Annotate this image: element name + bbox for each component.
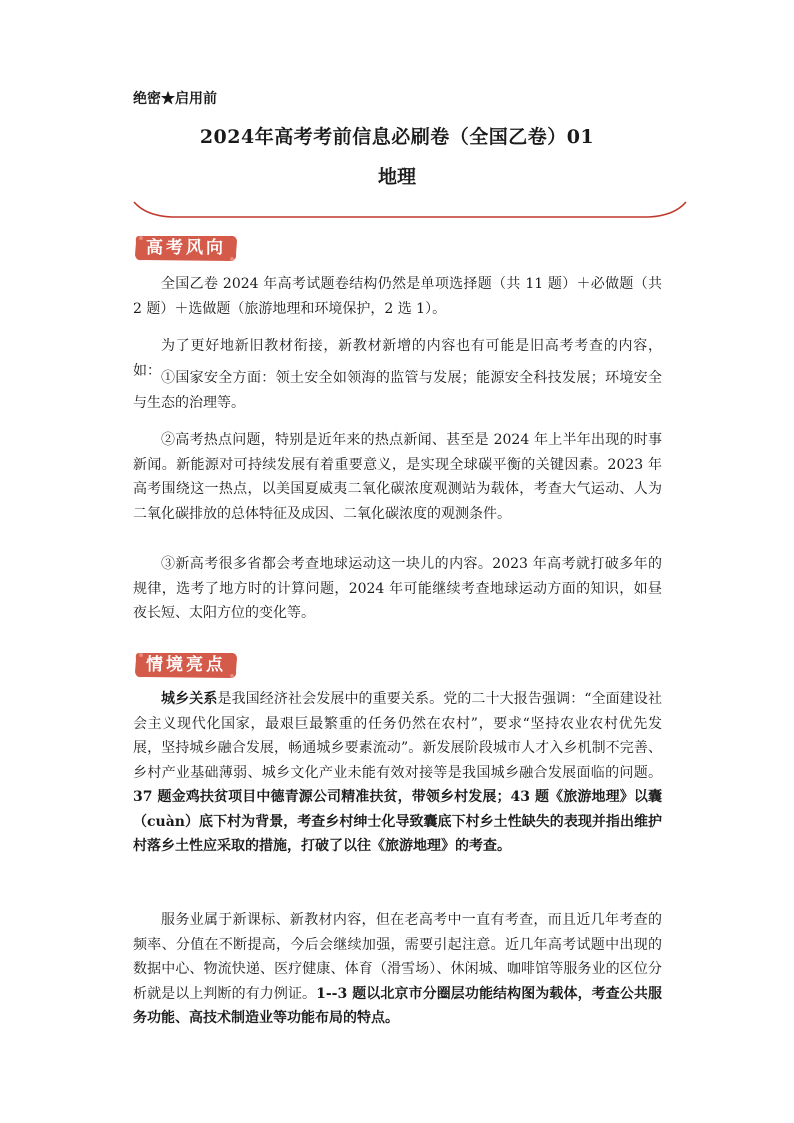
paragraph-text: 服务业属于新课标、新教材内容，但在老高考中一直有考查，而且近几年考查的频率、分值在不断提高，今后会继续加强，需要引起注意。近几年高考试题中出现的数据中心、物流快递、医疗健康、体育（滑雪场）、休闲城、咖啡馆等服务业的区位分析就是以上判断的有力例证。 <box>133 912 662 1002</box>
paragraph-text: 是我国经济社会发展中的重要关系。党的二十大报告强调：“全面建设社会主义现代化国家，最艰巨最繁重的任务仍然在农村”，要求“坚持农业农村优先发展，坚持城乡融合发展，畅通城乡要素流动”。新发展阶段城市人才入乡机制不完善、乡村产业基础薄弱、城乡文化产业未能有效对接等是我国城乡融合发展面临的问题。 <box>133 691 663 781</box>
secret-label: 绝密★启用前 <box>133 91 217 107</box>
paragraph-bold-text: 37 题金鸡扶贫项目中德青源公司精准扶贫，带领乡村发展；43 题《旅游地理》以囊（cuàn）底下村为背景，考查乡村绅士化导致囊底下村乡土性缺失的表现并指出维护村落乡土性应采取的措施，打破了以往《旅游地理》的考查。 <box>133 789 662 854</box>
badge-label: 情境亮点 <box>146 655 226 675</box>
paragraph-bold-text: 1--3 题以北京市分圈层功能结构图为载体，考查公共服务功能、高技术制造业等功能布局的特点。 <box>133 985 662 1026</box>
subject-title: 地理 <box>377 166 416 188</box>
lead-term: 城乡关系 <box>161 691 218 707</box>
paragraph-service <box>133 908 662 1031</box>
paragraph-urban-rural <box>133 687 662 859</box>
curved-divider <box>132 196 688 222</box>
badge-gaokao-fengxiang <box>133 233 239 263</box>
paragraph-transition: 为了更好地新旧教材衔接，新教材新增的内容也有可能是旧高考考查的内容，如： <box>133 338 662 379</box>
paragraph-structure: 全国乙卷 2024 年高考试题卷结构仍然是单项选择题（共 11 题）＋必做题（共 2 题）＋选做题（旅游地理和环境保护，2 选 1）。 <box>133 276 662 317</box>
page-title: 2024年高考考前信息必刷卷（全国乙卷）01 <box>199 126 595 148</box>
badge-label: 高考风向 <box>146 238 226 258</box>
paragraph-point-2: ②高考热点问题，特别是近年来的热点新闻、甚至是 2024 年上半年出现的时事新闻。新能源对可持续发展有着重要意义，是实现全球碳平衡的关键因素。2023 年高考围绕这一热点，以美国夏威夷二氧化碳浓度观测站为载体，考查大气运动、人为二氧化碳排放的总体特征及成因、二氧化碳浓度的观测条件。 <box>133 432 662 522</box>
paragraph-point-1: ①国家安全方面：领土安全如领海的监管与发展；能源安全科技发展；环境安全与生态的治理等。 <box>133 370 662 411</box>
paragraph-point-3: ③新高考很多省都会考查地球运动这一块儿的内容。2023 年高考就打破多年的规律，选考了地方时的计算问题，2024 年可能继续考查地球运动方面的知识，如昼夜长短、太阳方位的变化等。 <box>133 556 662 621</box>
badge-qingjing-liangdian <box>133 650 239 680</box>
